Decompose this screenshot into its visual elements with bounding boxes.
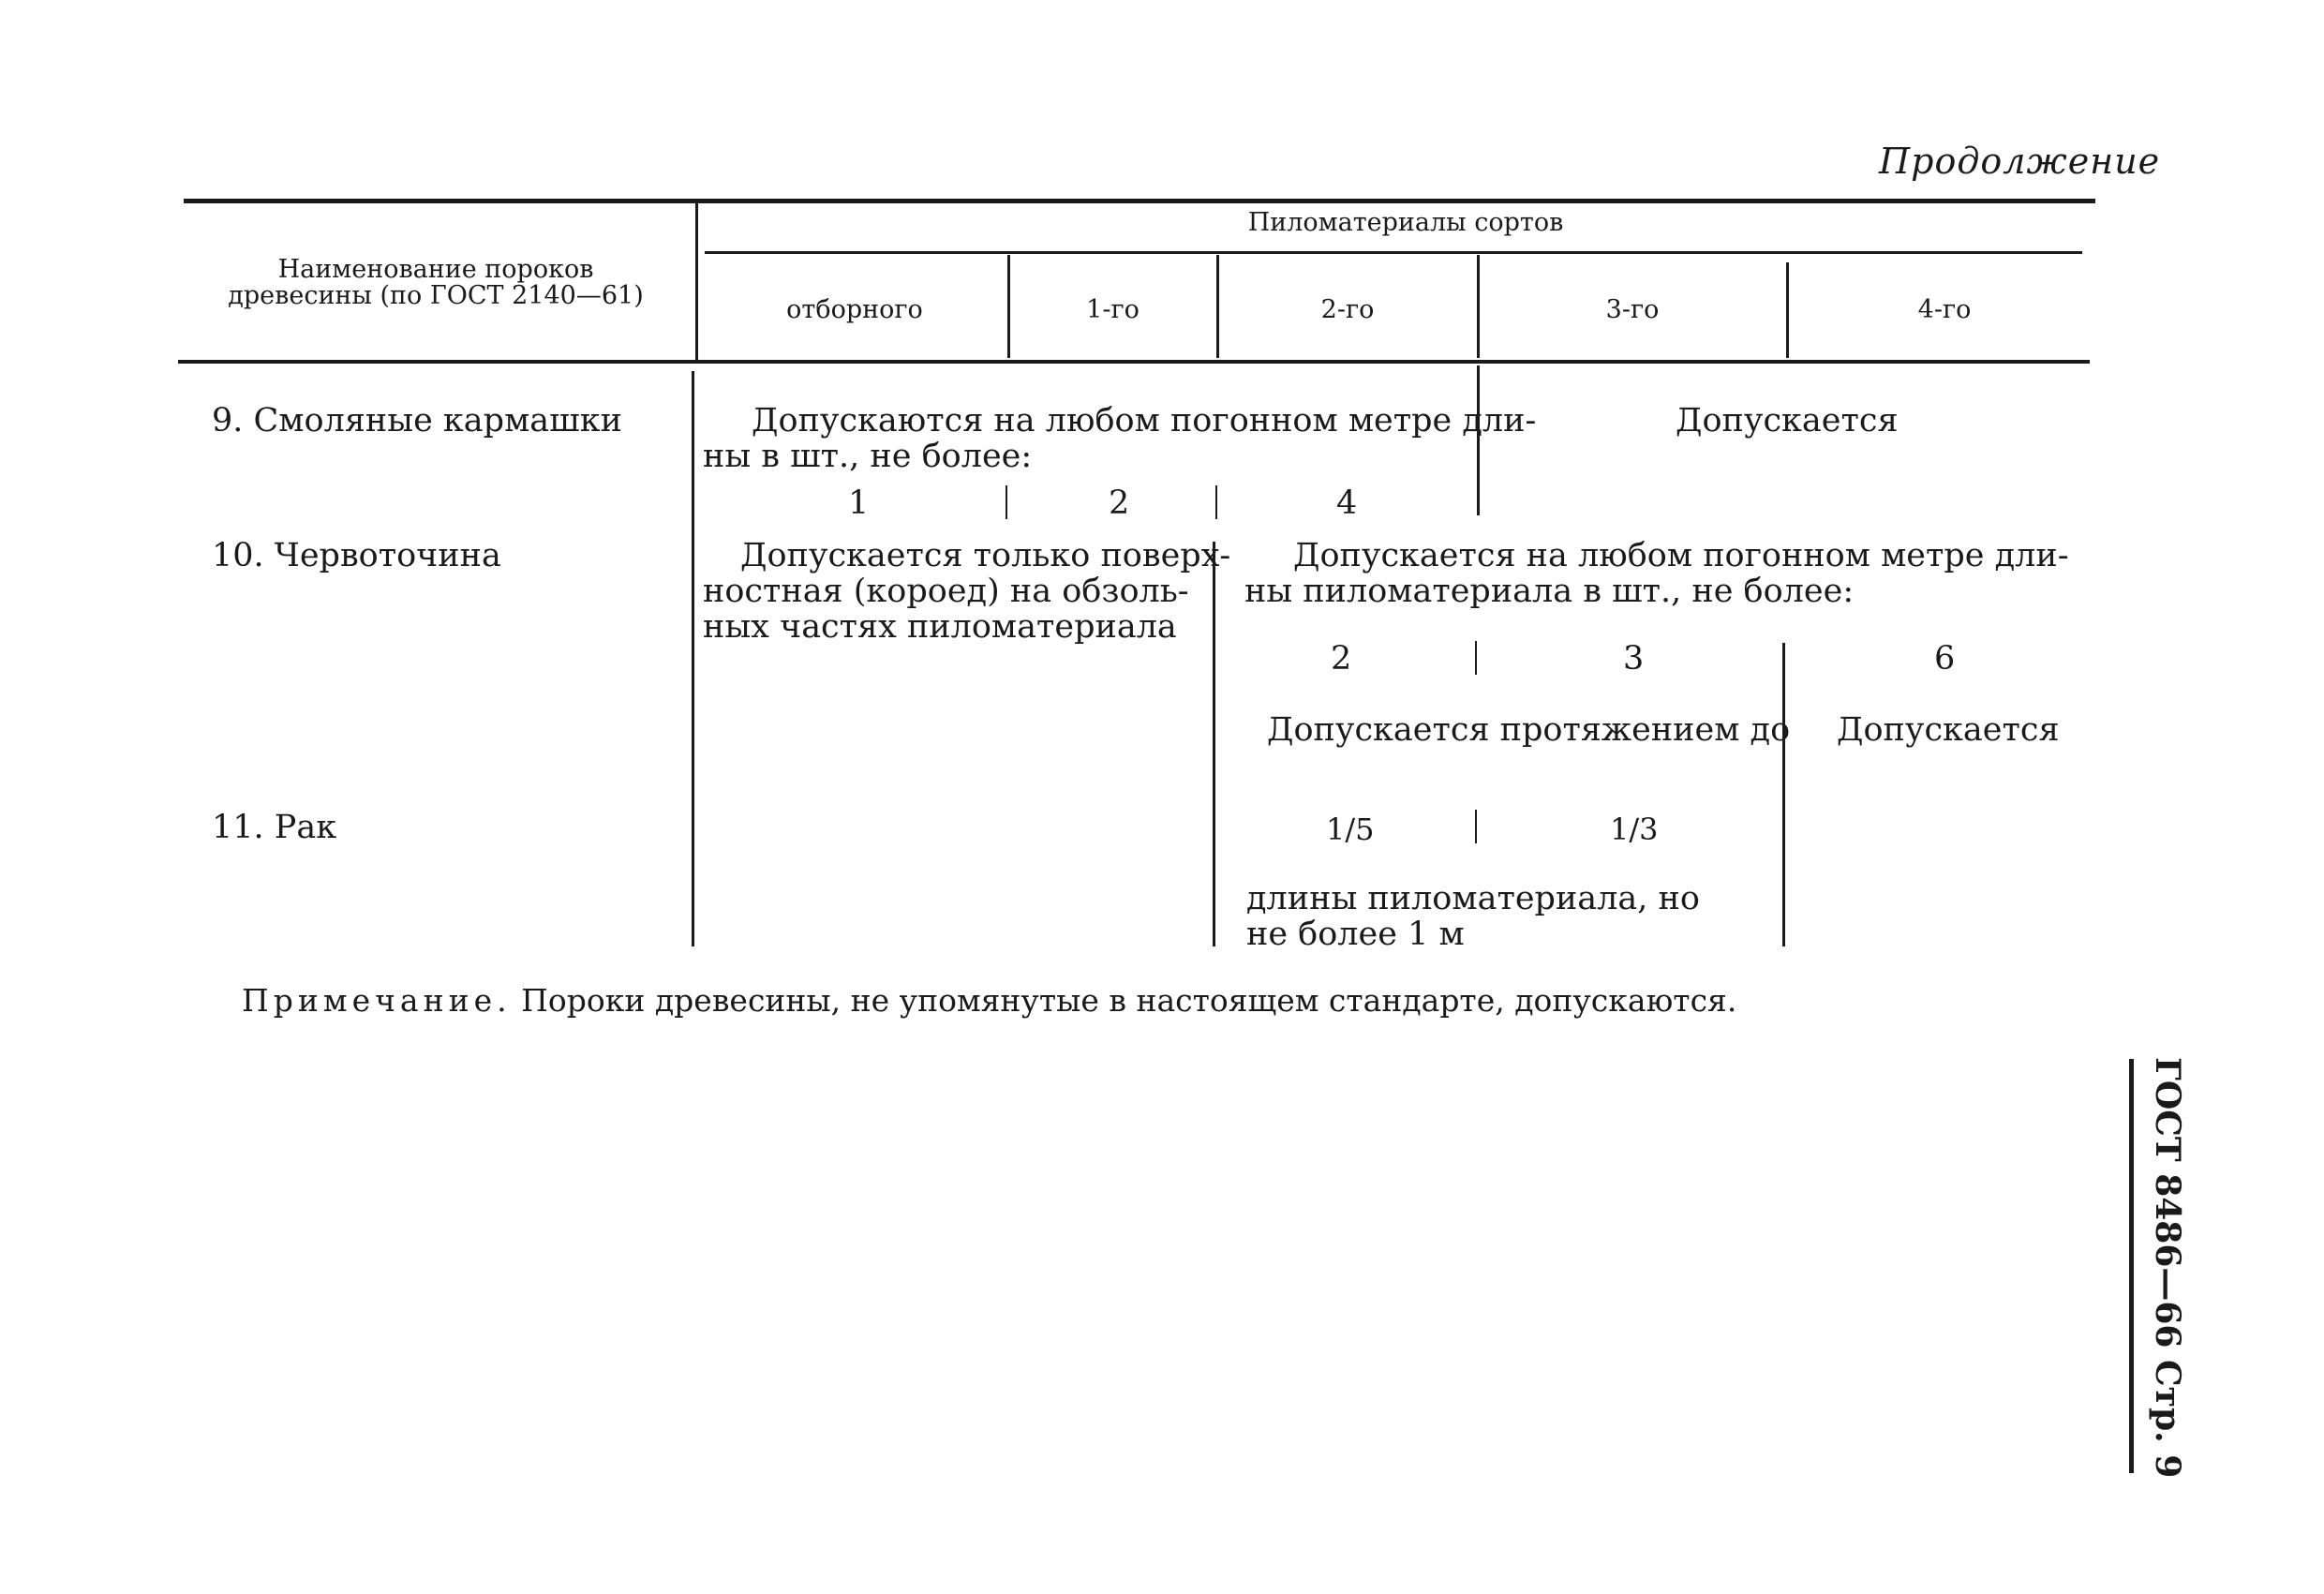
value-separator <box>1475 641 1477 675</box>
row-10-value-4: 6 <box>1934 640 1956 678</box>
row-10-grades-note-line1: Допускается на любом погонном метре дли- <box>1293 537 2069 574</box>
footnote-text: Пороки древесины, не упомянутые в настоящем стандарте, допускаются. <box>521 982 1737 1019</box>
continuation-label: Продолжение <box>1879 141 2161 182</box>
row-11-length-tail-line1: длины пиломатериала, но <box>1246 880 1700 917</box>
row-11-value-2: 1/5 <box>1326 812 1375 847</box>
row-11-length-tail-line2: не более 1 м <box>1246 916 1465 953</box>
header-divider <box>1477 255 1480 358</box>
grade-heading-select: отборного <box>786 295 923 324</box>
side-rule <box>2129 1059 2134 1473</box>
value-separator <box>1215 485 1217 519</box>
group-head-rule <box>705 251 2082 254</box>
row-10-select-note-line1: Допускается только поверх- <box>740 537 1231 574</box>
header-divider <box>1216 255 1219 358</box>
head-bottom-rule <box>178 360 2090 364</box>
value-separator <box>1006 485 1007 519</box>
page-side-label: ГОСТ 8486—66 Стр. 9 <box>2148 1057 2187 1479</box>
row-10-select-note-line2: ностная (короед) на обзоль- <box>703 573 1189 610</box>
row-10-grades-note <box>1244 538 2069 609</box>
value-separator <box>1475 810 1477 843</box>
defect-column-heading <box>187 257 684 309</box>
row-11-allowed-4: Допускается <box>1837 711 2060 749</box>
row-10-defect-name: 10. Червоточина <box>212 537 501 574</box>
row-9-description-line1: Допускаются на любом погонном метре дли- <box>752 402 1537 439</box>
row-10-value-2: 2 <box>1331 640 1352 678</box>
row-10-select-note-line3: ных частях пиломатериала <box>703 608 1177 646</box>
row-10-value-3: 3 <box>1623 640 1645 678</box>
body-divider-right <box>1782 643 1785 946</box>
row-9-description <box>703 403 1536 474</box>
defect-column-heading-line2: древесины (по ГОСТ 2140—61) <box>228 281 644 310</box>
footnote-label: Примечание. <box>242 982 512 1019</box>
lumber-grades-heading: Пиломатериалы сортов <box>1247 208 1564 237</box>
row-9-description-line2: ны в шт., не более: <box>703 438 1033 475</box>
header-divider <box>1007 255 1010 358</box>
header-divider <box>695 201 698 360</box>
row-10-select-note <box>703 538 1230 645</box>
row-10-grades-note-line2: ны пиломатериала в шт., не более: <box>1244 573 1855 610</box>
footnote <box>242 982 1736 1019</box>
row-11-length-tail <box>1246 881 1700 952</box>
row-9-value-1: 2 <box>1109 484 1130 522</box>
body-divider-left <box>692 371 694 946</box>
table-top-rule <box>184 199 2095 203</box>
row-11-value-3: 1/3 <box>1610 812 1659 847</box>
grade-heading-3: 3-го <box>1605 295 1660 324</box>
row-9-value-select: 1 <box>848 484 870 522</box>
grade-heading-2: 2-го <box>1320 295 1375 324</box>
header-divider <box>1786 262 1789 358</box>
grade-heading-4: 4-го <box>1917 295 1972 324</box>
row-11-length-note: Допускается протяжением до <box>1267 711 1791 749</box>
row-9-allowed-3-4: Допускается <box>1676 402 1899 439</box>
row-9-defect-name: 9. Смоляные кармашки <box>212 402 622 439</box>
row-11-defect-name: 11. Рак <box>212 809 337 846</box>
row-9-value-2: 4 <box>1336 484 1358 522</box>
defect-column-heading-line1: Наименование пороков <box>277 255 594 284</box>
grade-heading-1: 1-го <box>1086 295 1140 324</box>
